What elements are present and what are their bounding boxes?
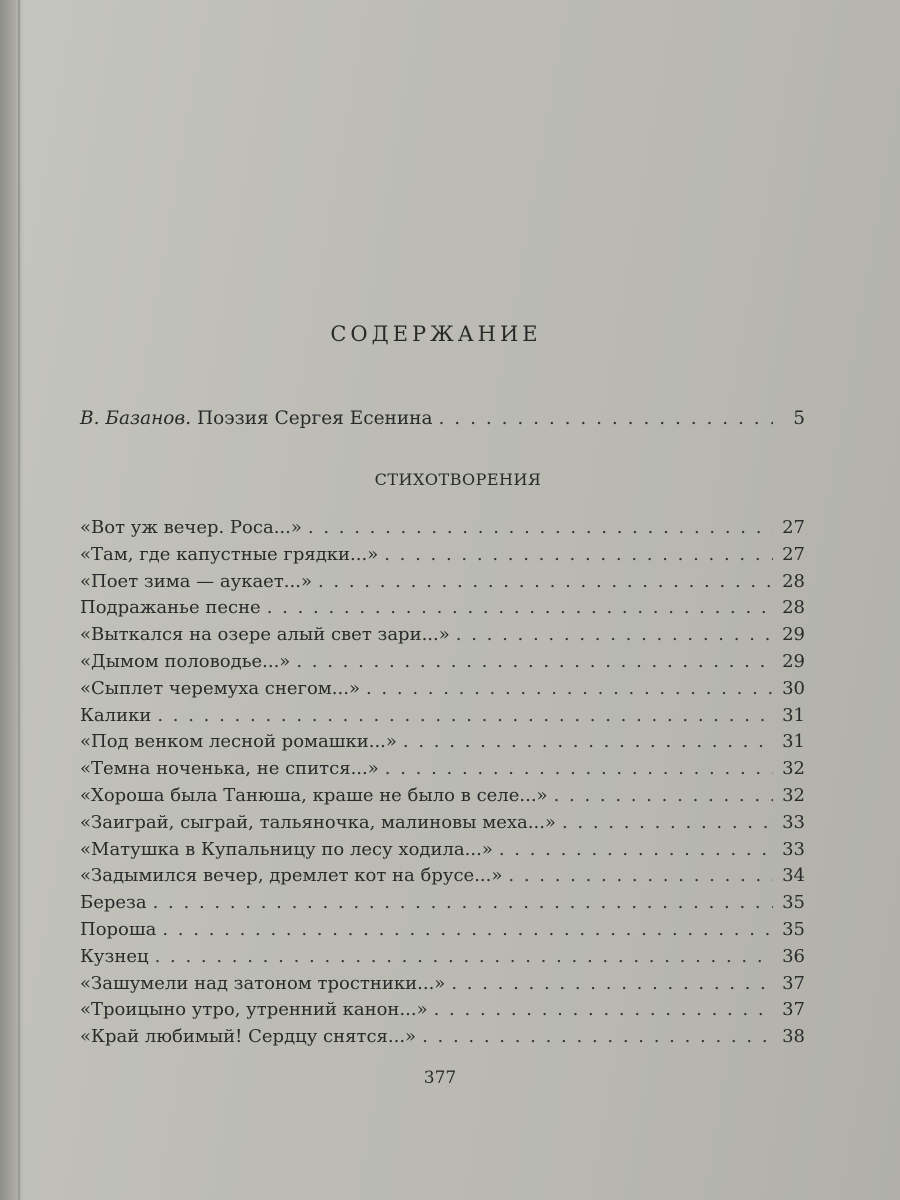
toc-entry-page-number: 33 [782,838,805,860]
toc-entry-page-number: 31 [782,704,805,726]
toc-entry-title: Калики [80,704,152,726]
toc-entry-title: «Задымился вечер, дремлет кот на брусе...» [80,865,503,887]
toc-entry-page-number: 31 [782,731,805,753]
leader-dots [318,571,773,593]
toc-entry [80,517,805,539]
toc-entry-page-number: 36 [782,945,805,967]
leader-dots [267,597,773,619]
leader-dots [162,919,773,941]
toc-entry-page-number: 28 [782,570,805,592]
leader-dots [153,892,773,914]
toc-entry-title: «Выткался на озере алый свет зари...» [80,624,450,646]
leader-dots [508,865,773,887]
contents-title: СОДЕРЖАНИЕ [330,322,542,346]
leader-dots [385,758,773,780]
toc-entry-page-number: 32 [782,758,805,780]
leader-dots [366,678,773,700]
page-folio: 377 [423,1068,457,1088]
intro-title: Поэзия Сергея Есенина [196,408,433,429]
toc-entry-title: Береза [80,892,147,914]
toc-entry-title: Кузнец [80,945,149,967]
toc-entry [80,973,805,995]
toc-entry-page-number: 34 [782,865,805,887]
toc-entry-title: «Матушка в Купальницу по лесу ходила...» [80,838,493,860]
leader-dots [434,999,773,1021]
toc-entry-page-number: 28 [782,597,805,619]
toc-entry-page-number: 35 [782,919,805,940]
toc-entry-page-number: 30 [782,677,805,699]
toc-entry [80,812,805,834]
section-title: СТИХОТВОРЕНИЯ [374,470,542,489]
toc-entry [80,544,805,566]
toc-entry-page-number: 37 [782,999,805,1021]
toc-entry [80,865,805,887]
toc-entry-title: «Заиграй, сыграй, тальяночка, малиновы меха...» [80,811,556,833]
toc-entry-page-number: 37 [782,972,805,994]
toc-entry [80,597,805,619]
toc-entry-title: «Троицыно утро, утренний канон...» [80,999,428,1021]
leader-dots [422,1026,773,1048]
leader-dots [308,517,773,539]
gutter-shadow [0,0,24,1200]
toc-entry-title: «Под венком лесной ромашки...» [80,731,397,753]
intro-page-number: 5 [793,408,805,429]
toc-entry-page-number: 35 [782,892,805,914]
toc-entry [80,731,805,753]
toc-entry [80,678,805,700]
toc-entry-title: «Там, где капустные грядки...» [80,543,379,565]
leader-dots [384,544,773,566]
intro-author: В. Базанов. [80,408,192,429]
toc-intro-entry [80,408,805,430]
toc-entry-title: «Зашумели над затоном тростники...» [80,972,446,994]
toc-entry [80,758,805,780]
toc-entry [80,892,805,914]
toc-entry-page-number: 32 [782,785,805,806]
toc-entry [80,839,805,861]
leader-dots [562,812,773,834]
toc-entry [80,999,805,1021]
leader-dots [499,839,773,861]
leader-dots [403,731,773,753]
leader-dots [296,651,773,673]
leader-dots [554,785,773,807]
toc-entry-page-number: 29 [782,624,805,646]
toc-entry-page-number: 33 [782,811,805,833]
leader-dots [155,946,773,968]
toc-entry [80,946,805,968]
toc-entry-title: Подражанье песне [80,597,261,619]
toc-entry [80,919,805,941]
toc-entry [80,1026,805,1048]
toc-entry [80,624,805,646]
toc-entry-title: «Край любимый! Сердцу снятся...» [80,1026,417,1048]
toc-entry-title: «Вот уж вечер. Роса...» [80,517,302,538]
gutter-line [18,0,20,1200]
toc-entry-title: «Дымом половодье...» [80,651,291,672]
toc-intro-label [80,408,433,430]
toc-entry [80,705,805,727]
leader-dots [157,705,773,727]
toc-entry-page-number: 38 [782,1026,805,1048]
toc-entry-title: «Хороша была Танюша, краше не было в селе...» [80,785,548,806]
toc-entry-page-number: 27 [782,543,805,565]
toc-entry-title: «Темна ноченька, не спится...» [80,758,379,780]
toc-entry-title: «Сыплет черемуха снегом...» [80,677,360,699]
toc-entry [80,571,805,593]
leader-dots [456,624,773,646]
leader-dots [451,973,773,995]
toc-entry-page-number: 27 [782,517,805,538]
leader-dots [439,408,773,430]
toc-entry-page-number: 29 [782,651,805,672]
toc-entry [80,651,805,673]
toc-entry [80,785,805,807]
toc-entry-title: Пороша [80,919,157,940]
toc-entry-title: «Поет зима — аукает...» [80,570,312,592]
